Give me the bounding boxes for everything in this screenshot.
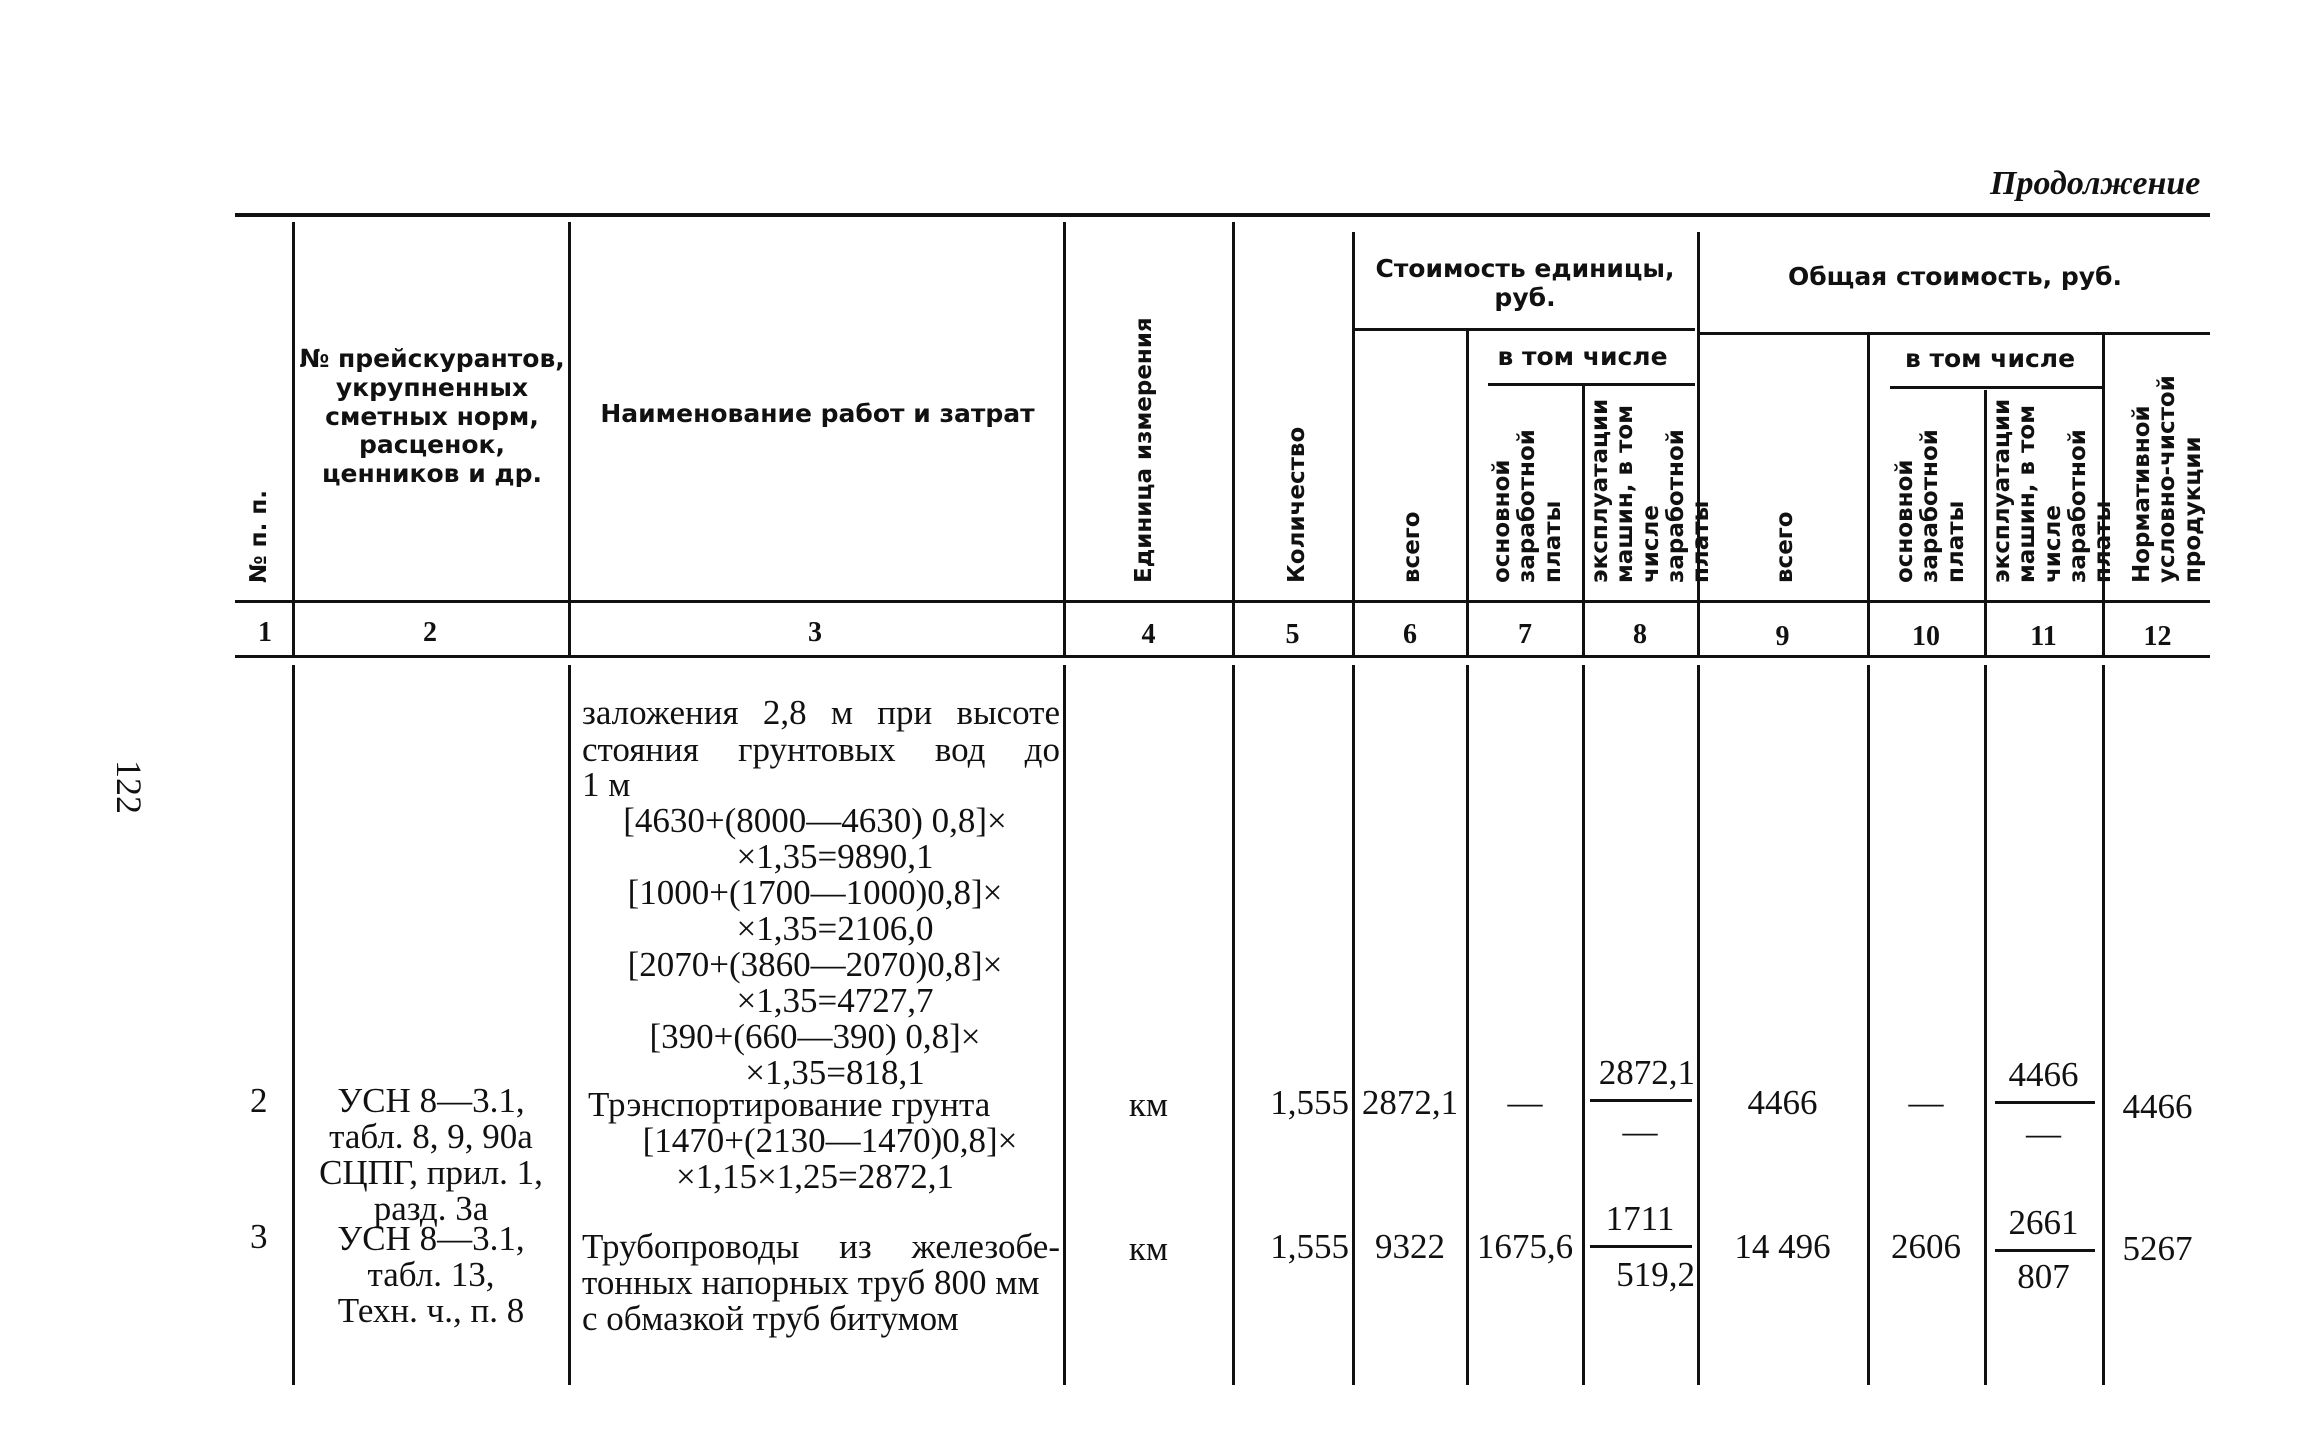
col-number-4: 4 (1141, 619, 1156, 650)
col-number-1: 1 (258, 617, 272, 648)
col-divider (1232, 665, 1235, 1385)
row-unit-machine: 2872,1 (1598, 1053, 1695, 1092)
header-col5: Количество (1284, 426, 1310, 583)
col-number-9: 9 (1775, 621, 1790, 652)
formula-line: ×1,35=818,1 (745, 1053, 925, 1092)
col-number-10: 10 (1912, 621, 1940, 652)
fraction-line (1995, 1101, 2095, 1104)
row-sum-machine-wages: — (2026, 1114, 2061, 1153)
header-col11: эксплуатации машин, в том числе заработной платы (1989, 398, 2117, 583)
header-col10: основной заработной платы (1892, 429, 1969, 583)
row-unit-wages: 1675,6 (1476, 1227, 1574, 1266)
header-col2: № прейскурантов, укрупненных сметных норм, расценок, ценников и др. (299, 344, 565, 488)
row-reference: разд. 3а (373, 1189, 489, 1228)
col-number-11: 11 (2030, 621, 2057, 652)
continuation-text-line: заложения 2,8 м при высоте (582, 693, 1060, 732)
col-number-5: 5 (1285, 619, 1300, 650)
unit-cost-group-rule (1352, 328, 1695, 331)
row-reference: табл. 13, (367, 1255, 495, 1294)
table-top-rule (235, 213, 2210, 217)
formula-line: [4630+(8000—4630) 0,8]× (623, 801, 1007, 840)
col-number-2: 2 (423, 617, 437, 648)
row-unit-machine-wages: 519,2 (1616, 1255, 1695, 1294)
fraction-line (1590, 1245, 1692, 1248)
row-reference: СЦПГ, прил. 1, (319, 1153, 543, 1192)
row-number: 2 (250, 1081, 268, 1120)
continuation-text-line: стояния грунтовых вод до (582, 730, 1060, 769)
col-number-12: 12 (2143, 621, 2172, 652)
col-divider (1232, 222, 1235, 655)
row-quantity: 1,555 (1270, 1227, 1349, 1266)
row-sum-machine: 2661 (2008, 1203, 2079, 1242)
numbers-rule (235, 655, 2210, 658)
header-col12: Нормативной условно-чистой продукции (2129, 375, 2206, 583)
col-divider (1466, 330, 1469, 655)
page-number: 122 (109, 760, 149, 814)
col-divider (1984, 390, 1987, 655)
row-sum-machine-wages: 807 (2017, 1257, 2070, 1296)
row-unit-total: 9322 (1375, 1227, 1445, 1266)
header-rule (235, 600, 2210, 603)
continuation-label: Продолжение (1990, 165, 2201, 202)
col-number-6: 6 (1403, 619, 1417, 650)
row-number: 3 (250, 1217, 268, 1256)
row-sum-wages: 2606 (1891, 1227, 1961, 1266)
total-cost-group-rule (1700, 332, 2210, 335)
row-unit-total: 2872,1 (1361, 1083, 1459, 1122)
col-divider (1352, 665, 1355, 1385)
formula-line: ×1,35=4727,7 (736, 981, 934, 1020)
header-col1: № п. п. (246, 490, 272, 583)
col-divider (1466, 665, 1469, 1385)
row-reference: УСН 8—3.1, (337, 1219, 525, 1258)
row-sum-total: 4466 (1747, 1083, 1818, 1122)
row-unit-wages: — (1507, 1083, 1543, 1122)
header-total-including: в том числе (1904, 344, 2076, 373)
row-reference: Техн. ч., п. 8 (337, 1291, 525, 1330)
col-divider (1063, 222, 1066, 655)
row-sum-machine: 4466 (2008, 1055, 2079, 1094)
row-formula: [1470+(2130—1470)0,8]× (642, 1121, 1018, 1160)
col-number-8: 8 (1633, 619, 1647, 650)
col-number-7: 7 (1518, 619, 1532, 650)
col-divider (568, 222, 571, 655)
header-unit-cost: Стоимость единицы, руб. (1375, 254, 1675, 312)
row-sum-total: 14 496 (1734, 1227, 1831, 1266)
row-unit: км (1128, 1085, 1169, 1124)
header-unit-including: в том числе (1497, 342, 1668, 371)
col-number-3: 3 (808, 617, 822, 648)
row-work-name: тонных напорных труб 800 мм (582, 1263, 1040, 1302)
formula-line: [1000+(1700—1000)0,8]× (627, 873, 1003, 912)
row-formula: ×1,15×1,25=2872,1 (676, 1157, 954, 1196)
row-unit-machine-wages: — (1622, 1112, 1658, 1151)
fraction-line (1590, 1099, 1692, 1102)
row-sum-wages: — (1908, 1083, 1944, 1122)
row-work-name: Трэнспортирование грунта (588, 1085, 991, 1124)
row-work-name: с обмазкой труб битумом (582, 1299, 959, 1338)
col-divider (1063, 665, 1066, 1385)
row-quantity: 1,555 (1270, 1083, 1349, 1122)
formula-line: ×1,35=9890,1 (736, 837, 934, 876)
row-unit-machine: 1711 (1605, 1199, 1675, 1238)
row-nucp: 5267 (2122, 1229, 2193, 1268)
formula-line: ×1,35=2106,0 (736, 909, 934, 948)
row-work-name: Трубопроводы из железобе- (582, 1227, 1060, 1266)
header-col3: Наименование работ и затрат (600, 399, 1035, 428)
formula-line: [2070+(3860—2070)0,8]× (627, 945, 1003, 984)
col-divider (1582, 386, 1585, 655)
header-col8: эксплуатации машин, в том числе заработной платы (1587, 398, 1715, 583)
header-col9: всего (1772, 511, 1798, 583)
col-divider (1867, 334, 1870, 655)
unit-including-rule (1488, 383, 1695, 386)
col-divider (2102, 665, 2105, 1385)
formula-line: [390+(660—390) 0,8]× (649, 1017, 981, 1056)
fraction-line (1995, 1249, 2095, 1252)
total-including-rule (1890, 386, 2102, 389)
header-col7: основной заработной платы (1489, 429, 1566, 583)
col-divider (1867, 665, 1870, 1385)
col-divider (1352, 232, 1355, 655)
header-col6: всего (1399, 511, 1425, 583)
header-total-cost: Общая стоимость, руб. (1787, 262, 2123, 291)
row-reference: табл. 8, 9, 90а (329, 1117, 533, 1156)
row-unit: км (1128, 1229, 1169, 1268)
row-nucp: 4466 (2122, 1087, 2193, 1126)
header-col4: Единица измерения (1131, 317, 1157, 583)
col-divider (292, 222, 295, 655)
row-reference: УСН 8—3.1, (337, 1081, 525, 1120)
col-divider (1697, 665, 1700, 1385)
continuation-text-line: 1 м (582, 765, 631, 804)
